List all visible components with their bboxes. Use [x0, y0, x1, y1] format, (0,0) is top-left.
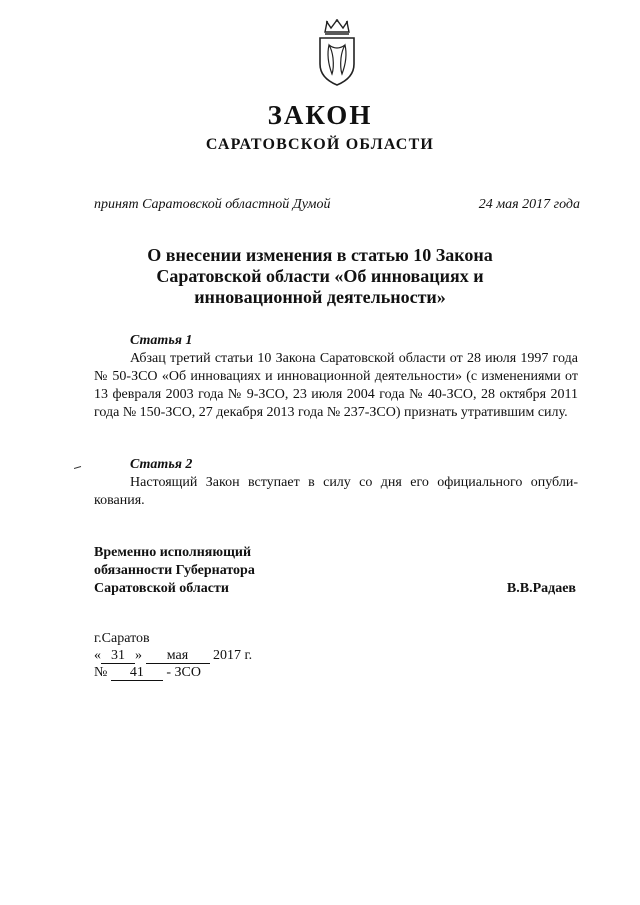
- quote-close: »: [135, 648, 142, 663]
- number-suffix: - ЗСО: [166, 665, 201, 680]
- signatory-name: В.В.Радаев: [506, 581, 576, 596]
- issue-details: [94, 630, 252, 681]
- article-1-text: Абзац третий статьи 10 Закона Саратовской области от 28 июля 1997 года № 50-ЗСО «Об инновациях и инновационной деятельности» (с изменениями от 13 февраля 2003 года № 9-ЗСО, 23 июля 2004 года № 40-ЗСО, 28 октября 2011 года № 150-ЗСО, 27 декабря 2013 года № 237-ЗСО) признать утратившим силу.: [94, 351, 578, 420]
- issue-year: 2017 г.: [213, 648, 253, 663]
- issue-day: 31: [101, 649, 135, 664]
- issue-date-line: [94, 647, 252, 664]
- signatory-position-line-2: обязанности Губернатора: [94, 563, 255, 578]
- document-type-title: ЗАКОН: [267, 100, 373, 130]
- saratov-coat-of-arms-icon: [312, 18, 362, 88]
- law-heading: О внесении изменения в статью 10 Закона Саратовской области «Об инновациях и инновационной деятельности»: [147, 245, 493, 307]
- adopted-by: принят Саратовской областной Думой: [94, 197, 331, 212]
- adoption-line: [94, 197, 580, 213]
- article-1-label: Статья 1: [130, 333, 193, 348]
- article-2-label: Статья 2: [130, 457, 193, 472]
- issue-number: 41: [111, 666, 163, 681]
- quote-open: «: [94, 648, 101, 663]
- region-subtitle: САРАТОВСКОЙ ОБЛАСТИ: [205, 136, 435, 153]
- article-2-text: Настоящий Закон вступает в силу со дня его официального опубликования.: [94, 475, 578, 508]
- adoption-date: 24 мая 2017 года: [478, 197, 580, 212]
- issue-city: г.Саратов: [94, 631, 150, 646]
- issue-number-line: [94, 664, 252, 681]
- stray-pen-mark: [74, 466, 82, 469]
- signatory-position-line-3: Саратовской области: [94, 581, 229, 596]
- signatory-position-line-1: Временно исполняющий: [94, 545, 252, 560]
- signatory-position: [94, 544, 255, 598]
- issue-month: мая: [146, 649, 210, 664]
- number-sign: №: [94, 665, 108, 680]
